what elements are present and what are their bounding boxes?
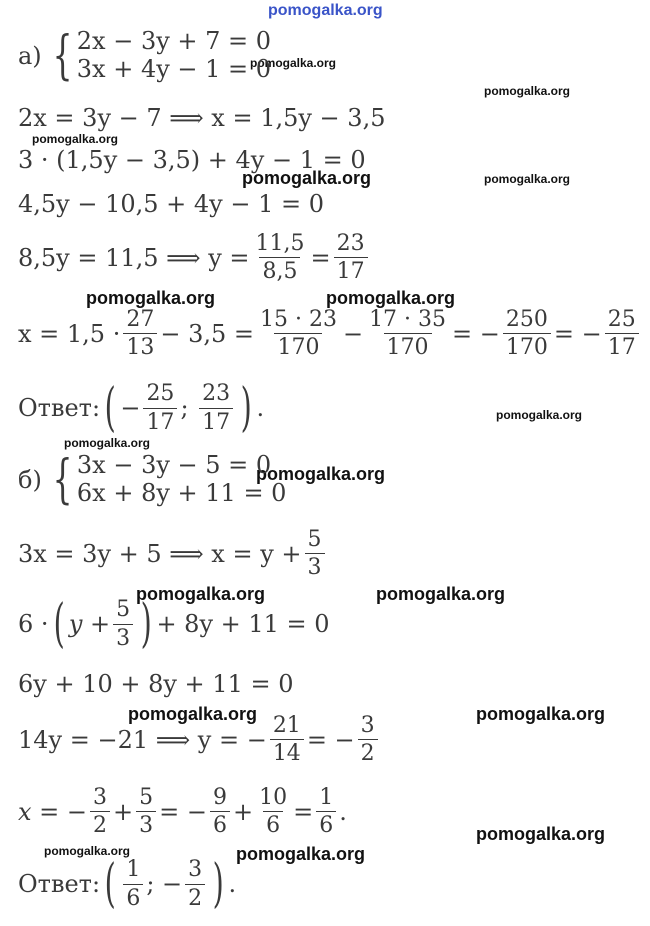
denominator: 170 [384,333,432,359]
open-paren-icon: ( [104,378,116,438]
numerator: 3 [93,785,108,810]
denominator: 14 [270,739,304,765]
system-eq-2: 6x + 8y + 11 = 0 [76,478,287,507]
numerator: 5 [116,597,131,623]
watermark: pomogalka.org [326,288,456,308]
denominator: 6 [263,811,283,837]
brace-icon: { [52,449,73,510]
equation-text: 6 · [18,610,49,638]
separator: ; − [146,870,183,898]
numerator: 5 [307,527,322,552]
denominator: 17 [143,408,177,434]
watermark: pomogalka.org [64,436,151,450]
answer-label: Ответ: [18,394,101,422]
numerator: 5 [139,785,154,810]
watermark: pomogalka.org [86,288,216,308]
fraction [199,382,233,433]
watermark: pomogalka.org [236,844,366,864]
denominator: 6 [316,811,336,837]
denominator: 6 [123,884,143,910]
denominator: 8,5 [259,257,300,283]
fraction [136,786,156,837]
numerator: 3 [188,857,203,883]
step-line: 6y + 10 + 8y + 11 = 0 [18,670,294,698]
fraction [143,382,177,433]
denominator: 170 [503,333,551,359]
minus-sign: − [120,394,141,422]
fraction [253,232,308,283]
part-a-system [18,25,272,86]
fraction [90,786,110,837]
denominator: 3 [113,624,133,650]
equals-sign: = − [452,319,500,348]
equation-text: 3x = 3y + 5 ⟹ x = y + [18,539,302,568]
watermark: pomogalka.org [376,584,506,604]
equation-text: x = − [18,797,88,826]
denominator: 13 [123,333,157,359]
close-paren-icon: ) [212,854,224,914]
fraction [334,232,368,283]
open-paren-icon: ( [104,854,116,914]
watermark: pomogalka.org [256,464,386,484]
denominator: 17 [199,408,233,434]
fraction [113,598,133,649]
watermark: pomogalka.org [32,132,119,146]
step-line: 3 · (1,5y − 3,5) + 4y − 1 = 0 [18,146,366,174]
numerator: 250 [505,307,548,332]
brace-icon: { [52,25,73,86]
answer-a [18,378,265,438]
watermark: pomogalka.org [484,84,571,98]
numerator: 3 [360,713,375,738]
part-b-label: б) [18,465,42,494]
close-paren-icon: ) [140,594,152,654]
fraction [256,786,290,837]
answer-b [18,854,237,914]
fraction [185,858,205,909]
open-paren-icon: ( [53,594,65,654]
numerator: 27 [126,307,155,332]
denominator: 170 [274,333,322,359]
period: . [228,870,237,898]
numerator: 1 [126,857,141,883]
period: . [339,797,347,826]
numerator: 25 [607,307,636,332]
numerator: 23 [336,231,365,256]
denominator: 6 [210,811,230,837]
variable-y: y [68,610,83,638]
denominator: 17 [605,333,639,359]
denominator: 2 [185,884,205,910]
numerator: 25 [146,381,175,407]
part-a-label: а) [18,41,42,70]
fraction [257,308,340,359]
equation-text: + 8y + 11 = 0 [156,610,330,638]
system-eq-1: 2x − 3y + 7 = 0 [76,27,272,55]
fraction [605,308,639,359]
plus-sign: + [233,797,254,826]
equation-text: 14y = −21 ⟹ y = − [18,725,267,754]
watermark: pomogalka.org [136,584,266,604]
watermark: pomogalka.org [484,172,571,186]
denominator: 2 [90,811,110,837]
equation-text: − 3,5 = [160,319,254,348]
numerator: 15 · 23 [259,307,337,332]
step-line-x [18,308,642,359]
numerator: 9 [213,785,227,810]
numerator: 10 [259,785,288,810]
step-line-x [18,528,328,579]
step-line: 4,5y − 10,5 + 4y − 1 = 0 [18,190,324,218]
step-line: 2x = 3y − 7 ⟹ x = 1,5y − 3,5 [18,104,386,132]
denominator: 17 [334,257,368,283]
answer-label: Ответ: [18,870,101,898]
denominator: 3 [305,553,325,579]
part-b-system [18,449,287,510]
close-paren-icon: ) [240,378,252,438]
fraction [503,308,551,359]
fraction [316,786,336,837]
equals-sign: = − [553,319,602,348]
fraction [123,308,157,359]
separator: ; [180,394,197,422]
period: . [256,394,265,422]
step-line-y [18,232,371,283]
denominator: 2 [358,739,378,765]
equation-text: x = 1,5 · [18,319,121,348]
numerator: 21 [272,713,301,738]
fraction [210,786,230,837]
watermark: pomogalka.org [476,704,606,724]
minus-sign: − [342,319,364,348]
denominator: 3 [136,811,156,837]
watermark: pomogalka.org [242,168,372,188]
fraction [366,308,449,359]
watermark: pomogalka.org [496,408,583,422]
step-line-y [18,714,381,765]
equals-sign: = [293,797,314,826]
equals-sign: = [310,243,331,272]
equals-sign: = − [159,797,207,826]
equation-text: 8,5y = 11,5 ⟹ y = [18,243,250,272]
numerator: 17 · 35 [369,307,447,332]
watermark-top: pomogalka.org [268,2,383,19]
equals-sign: = − [306,725,355,754]
step-line-subst: 6 · ( y + $\frac{5}{3}$ ) + 8y + 11 = 0 [18,594,330,654]
fraction [123,858,143,909]
numerator: 11,5 [255,231,305,256]
numerator: 1 [319,785,334,810]
fraction [270,714,304,765]
watermark: pomogalka.org [476,824,606,844]
system-eq-1: 3x − 3y − 5 = 0 [76,451,272,479]
numerator: 23 [202,381,231,407]
watermark: pomogalka.org [44,844,131,858]
step-line-x [18,786,347,837]
watermark: pomogalka.org [128,704,258,724]
fraction [358,714,378,765]
watermark: pomogalka.org [250,56,337,70]
plus-sign: + [113,797,134,826]
fraction [305,528,325,579]
system-eq-2: 3x + 4y − 1 = 0 [76,54,272,83]
